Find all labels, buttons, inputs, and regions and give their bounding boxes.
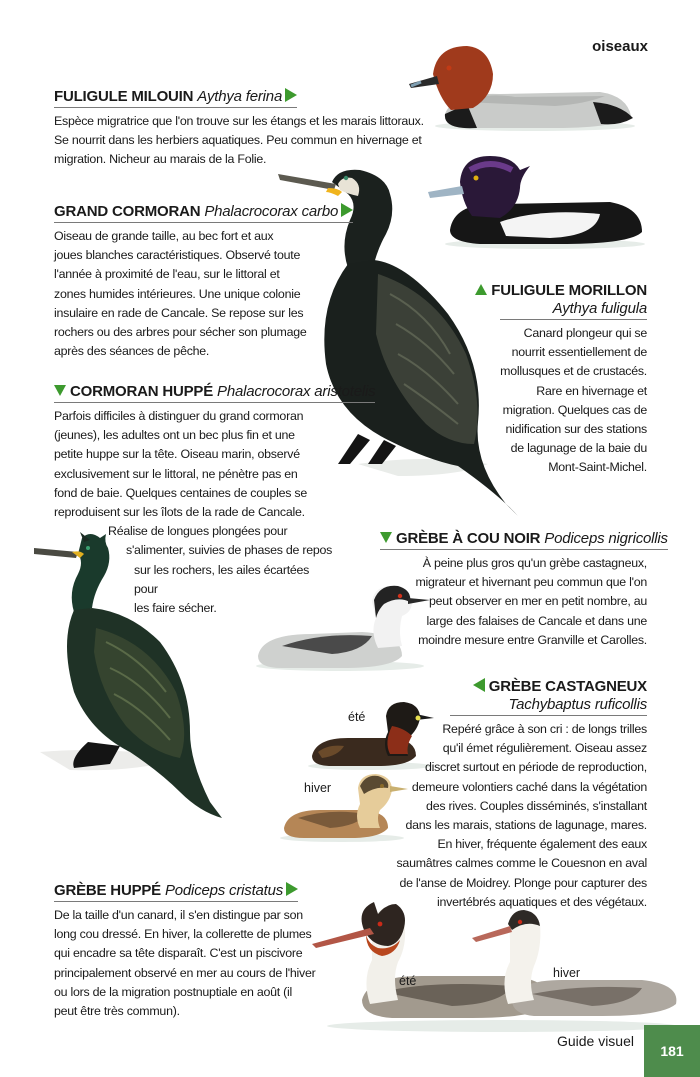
text-line: rochers ou des arbres pour sécher son plumage (54, 325, 307, 340)
play-triangle-icon (341, 203, 353, 217)
text-line: sur les rochers, les ailes écartées pour (134, 562, 310, 596)
season-label-summer: été (399, 974, 417, 988)
latin-name: Phalacrocorax carbo (204, 203, 339, 220)
entry-title (54, 383, 375, 403)
entry-tufted-duck (440, 282, 647, 478)
text-line: demeure volontiers caché dans la végétation (411, 779, 647, 794)
section-tag: oiseaux (592, 38, 648, 55)
text-line: large des falaises de Cancale et dans une (426, 613, 647, 628)
great-crested-grebe-illustration (312, 900, 682, 1035)
entry-description (54, 227, 324, 361)
entry-description (54, 906, 344, 1021)
text-line: peut observer en mer en petit nombre, au (429, 594, 647, 609)
text-line: Canard plongeur qui se (523, 326, 647, 340)
species-name: GRÈBE À COU NOIR (396, 530, 541, 547)
text-line: s'alimenter, suivies de phases de repos (126, 543, 333, 558)
common-pochard-illustration (405, 42, 640, 134)
entry-european-shag (54, 383, 376, 618)
text-line: nidification sur des stations (505, 422, 647, 437)
text-line: ou lors de la migration postnuptiale en août (il (54, 984, 293, 999)
text-line: qu'il émet régulièrement. Oiseau assez (442, 741, 647, 756)
text-line: discret surtout en période de reproduction, (424, 760, 647, 775)
play-left-triangle-icon (473, 678, 485, 692)
entry-description (54, 407, 334, 618)
text-line: De la taille d'un canard, il s'en distingue par son (54, 908, 303, 922)
text-line: Se nourrit dans les herbiers aquatiques. Peu commun en hivernage et (54, 133, 422, 148)
text-line: joues blanches caractéristiques. Observé toute (54, 248, 301, 263)
text-line: des rives. Couples disséminés, s'installant (426, 798, 647, 813)
text-line: de l'anse de Moidrey. Plonge pour capturer des (399, 875, 647, 890)
text-line: fond de baie. Quelques centaines de couples se (54, 485, 308, 500)
entry-title (473, 678, 647, 695)
latin-name: Tachybaptus ruficollis (450, 696, 647, 716)
text-line: Oiseau de grande taille, au bec fort et aux (54, 229, 274, 243)
entry-description (54, 112, 434, 170)
text-line: Réalise de longues plongées pour (108, 524, 288, 539)
text-line: de lagunage de la baie du (510, 441, 647, 456)
species-name: GRAND CORMORAN (54, 203, 201, 220)
entry-great-cormorant (54, 203, 339, 361)
text-line: À peine plus gros qu'un grèbe castagneux, (422, 556, 647, 570)
entry-black-necked-grebe (380, 530, 668, 650)
text-line: moindre mesure entre Granville et Carolles. (418, 632, 647, 647)
play-triangle-icon (285, 88, 297, 102)
latin-name: Aythya fuligula (500, 300, 647, 320)
text-line: migration. Quelques cas de (502, 402, 647, 417)
up-triangle-icon (475, 284, 487, 295)
entry-title (380, 530, 668, 550)
text-line: principalement observé en mer au cours de l'hiver (54, 965, 316, 980)
season-label-winter: hiver (304, 781, 332, 795)
latin-name: Podiceps cristatus (164, 882, 284, 899)
text-line: nourrit essentiellement de (511, 345, 647, 360)
text-line: insulaire en rade de Cancale. Se repose sur les (54, 305, 304, 320)
text-line: exclusivement sur le littoral, ne pénètre pas en (54, 466, 298, 481)
text-line: long cou dressé. En hiver, la collerette de plumes (54, 927, 312, 942)
text-line: l'année à proximité de l'eau, sur le littoral et (54, 267, 280, 282)
footer-guide-label: Guide visuel (556, 1033, 634, 1049)
text-line: petite huppe sur la tête. Oiseau marin, observé (54, 447, 300, 462)
text-line: Rare en hivernage et (536, 383, 647, 398)
species-name: GRÈBE HUPPÉ (54, 882, 161, 899)
entry-description (440, 324, 647, 478)
species-name: GRÈBE CASTAGNEUX (488, 678, 647, 695)
down-triangle-icon (380, 532, 392, 543)
text-line: En hiver, fréquente également des eaux (437, 837, 647, 852)
season-label-winter: hiver (553, 966, 581, 980)
text-line: (jeunes), les adultes ont un bec plus fin et une (54, 428, 295, 443)
entry-common-pochard (54, 88, 424, 170)
down-triangle-icon (54, 385, 66, 396)
text-line: dans les marais, stations de lagunage, mares. (405, 818, 647, 833)
text-line: qui encadre sa tête disparaît. C'est un piscivore (54, 946, 303, 961)
text-line: saumâtres calmes comme le Couesnon en aval (396, 856, 647, 871)
text-line: Espèce migratrice que l'on trouve sur les étangs et les marais littoraux. (54, 114, 424, 128)
text-line: reproduisent sur les îlots de la rade de Cancale. (54, 505, 305, 520)
entry-title (54, 882, 298, 902)
text-line: mollusques et de crustacés. (500, 364, 647, 379)
play-triangle-icon (286, 882, 298, 896)
text-line: Parfois difficiles à distinguer du grand cormoran (54, 409, 304, 423)
text-line: Mont-Saint-Michel. (548, 460, 647, 475)
latin-name: Phalacrocorax aristotelis (217, 383, 376, 400)
entry-great-crested-grebe (54, 882, 344, 1021)
text-line: zones humides intérieures. Une unique colonie (54, 286, 301, 301)
text-line: peut être très commun). (54, 1004, 180, 1019)
species-name: CORMORAN HUPPÉ (70, 383, 214, 400)
text-line: migration. Nicheur au marais de la Folie. (54, 152, 267, 167)
species-name: FULIGULE MORILLON (491, 282, 647, 299)
text-line: les faire sécher. (134, 601, 217, 616)
text-line: Repéré grâce à son cri : de longs trilles (442, 722, 647, 736)
entry-little-grebe (380, 678, 647, 912)
entry-title (475, 282, 647, 299)
season-label-summer: été (348, 710, 366, 724)
text-line: migrateur et hivernant peu commun que l'on (415, 575, 647, 590)
latin-name: Aythya ferina (197, 88, 283, 105)
entry-description (380, 720, 647, 912)
entry-title (54, 203, 353, 223)
species-name: FULIGULE MILOUIN (54, 88, 194, 105)
page-number: 181 (644, 1025, 700, 1077)
text-line: après des séances de pêche. (54, 344, 210, 359)
latin-name: Podiceps nigricollis (544, 530, 668, 547)
entry-description (380, 554, 647, 650)
entry-title (54, 88, 297, 108)
text-line: invertébrés aquatiques et des végétaux. (437, 894, 647, 909)
